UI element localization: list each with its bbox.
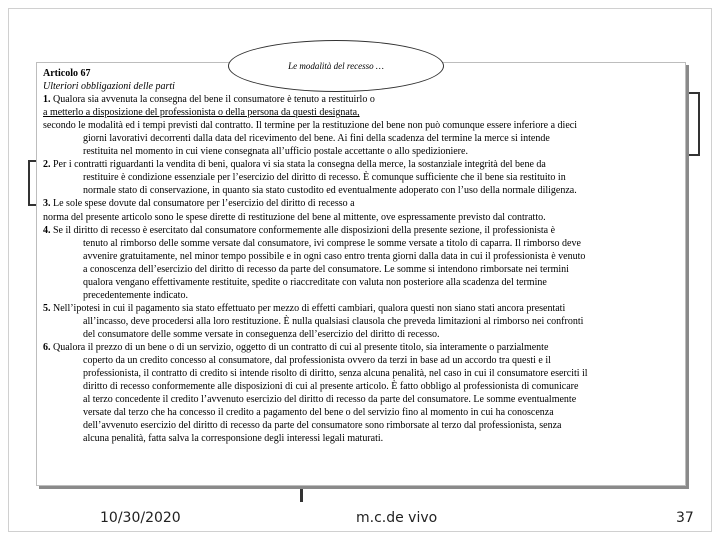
line-text: Le sole spese dovute dal consumatore per l’esercizio del diritto di recesso a [50,198,355,210]
article-line [43,276,679,289]
article-line [43,237,679,250]
paragraph-number: 1. [43,94,51,106]
line-text: alcuna penalità, fatta salva la corresponsione degli interessi legali maturati. [83,433,384,445]
article-line [43,184,679,197]
line-text: coperto da un credito concesso al consumatore, dal professionista ovvero da terzi in base ad un accordo tra questi e il [83,355,551,367]
article-subheading: Ulteriori obbligazioni delle parti [43,81,175,93]
article-line [43,93,679,106]
article-line [43,158,679,171]
footer-author: m.c.de vivo [356,510,438,526]
line-text: a conoscenza dell’esercizio del diritto di recesso da parte del consumatore. Le somme si intendono rimborsate nei termini [83,263,569,275]
line-text: al terzo concedente il credito l’avvenuto esercizio del diritto di recesso da parte del consumatore. Le somme eventualmente [83,394,577,406]
line-text: qualora vengano effettivamente restituite, spedite o riaccreditate con valuta non posteriore alla scadenza del termine [83,276,547,288]
line-text: dell’avvenuto esercizio del diritto di recesso da parte del consumatore sono rimborsate al terzo dal professionista, senza [83,420,562,432]
line-text: precedentemente indicato. [83,289,188,301]
article-line [43,250,679,263]
article-line [43,302,679,315]
line-text: del consumatore delle somme versate in conseguenza dell’esercizio del diritto di recesso. [83,328,440,340]
line-text: giorni lavorativi decorrenti dalla data del ricevimento del bene. Ai fini della scadenza del termine la merce si intende [83,133,550,145]
line-text: Qualora il prezzo di un bene o di un servizio, oggetto di un contratto di cui al presente titolo, sia interamente o parzialmente [50,341,549,353]
paragraph-number: 5. [43,302,51,314]
line-text: tenuto al rimborso delle somme versate dal consumatore, ivi comprese le somme versate a titolo di caparra. Il rimborso deve [83,237,581,249]
article-line [43,328,679,341]
article-line [43,224,679,237]
article-line [43,119,679,132]
article-line [43,406,679,419]
article-heading: Articolo 67 [43,68,91,79]
paragraph-number: 6. [43,341,51,353]
paragraph-number: 3. [43,198,51,210]
line-text: restituita nel momento in cui viene consegnata all’ufficio postale accettante o allo spedizioniere. [83,146,468,158]
line-text: a metterlo a disposizione del professionista o della persona da questi designata, [43,107,360,119]
article-line [43,263,679,276]
line-text: norma del presente articolo sono le spese dirette di restituzione del bene al mittente, ove espressamente previsto dal contratto. [43,211,546,223]
article-line [43,211,679,224]
footer-page-number: 37 [676,510,694,526]
article-line [43,106,679,119]
article-line [43,354,679,367]
footer-date: 10/30/2020 [100,510,181,526]
article-line [43,145,679,158]
line-text: all’incasso, deve procedersi alla loro restituzione. È nulla qualsiasi clausola che preveda limitazioni al rimborso nei confronti [83,315,584,327]
callout-text: Le modalità del recesso … [288,61,384,71]
line-text: Nell’ipotesi in cui il pagamento sia stato effettuato per mezzo di effetti cambiari, qualora questi non siano stati ancora presentati [50,302,566,314]
line-text: secondo le modalità ed i tempi previsti dal contratto. Il termine per la restituzione del bene non può comunque essere inferiore a dieci [43,120,577,132]
line-text: avvenire gratuitamente, nel minor tempo possibile e in ogni caso entro trenta giorni dalla data in cui il professionista è venuto [83,250,586,262]
line-text: diritto di recesso conformemente alle disposizioni di cui al presente articolo. È fatto obbligo al professionista di comunicare [83,381,579,393]
article-line [43,315,679,328]
line-text: restituire è condizione essenziale per l’esercizio del diritto di recesso. È comunque sufficiente che il bene sia restituito in [83,172,566,184]
line-text: normale stato di conservazione, in quanto sia stato custodito ed eventualmente adoperato con l’uso della normale diligenza. [83,185,577,197]
article-line [43,419,679,432]
line-text: versate dal terzo che ha concesso il credito a pagamento del bene o del servizio fino al momento in cui ha conoscenza [83,407,554,419]
article-line [43,393,679,406]
article-text-box [36,62,686,486]
callout-oval [228,40,444,92]
line-text: Qualora sia avvenuta la consegna del bene il consumatore è tenuto a restituirlo o [50,94,375,106]
line-text: Per i contratti riguardanti la vendita di beni, qualora vi sia stata la consegna della merce, la sostanziale integrità del bene da [50,159,546,171]
line-text: professionista, il contratto di credito si intende risolto di diritto, senza alcuna penalità, nel caso in cui il consumatore eserciti il [83,368,588,380]
article-line [43,432,679,445]
article-line [43,197,679,210]
paragraph-number: 2. [43,159,51,171]
article-line [43,341,679,354]
article-line [43,132,679,145]
line-text: Se il diritto di recesso è esercitato dal consumatore conformemente alle disposizioni della presente sezione, il professionista è [50,224,556,236]
article-line [43,171,679,184]
article-line [43,289,679,302]
article-line [43,367,679,380]
article-body [43,93,679,445]
article-line [43,380,679,393]
paragraph-number: 4. [43,224,51,236]
